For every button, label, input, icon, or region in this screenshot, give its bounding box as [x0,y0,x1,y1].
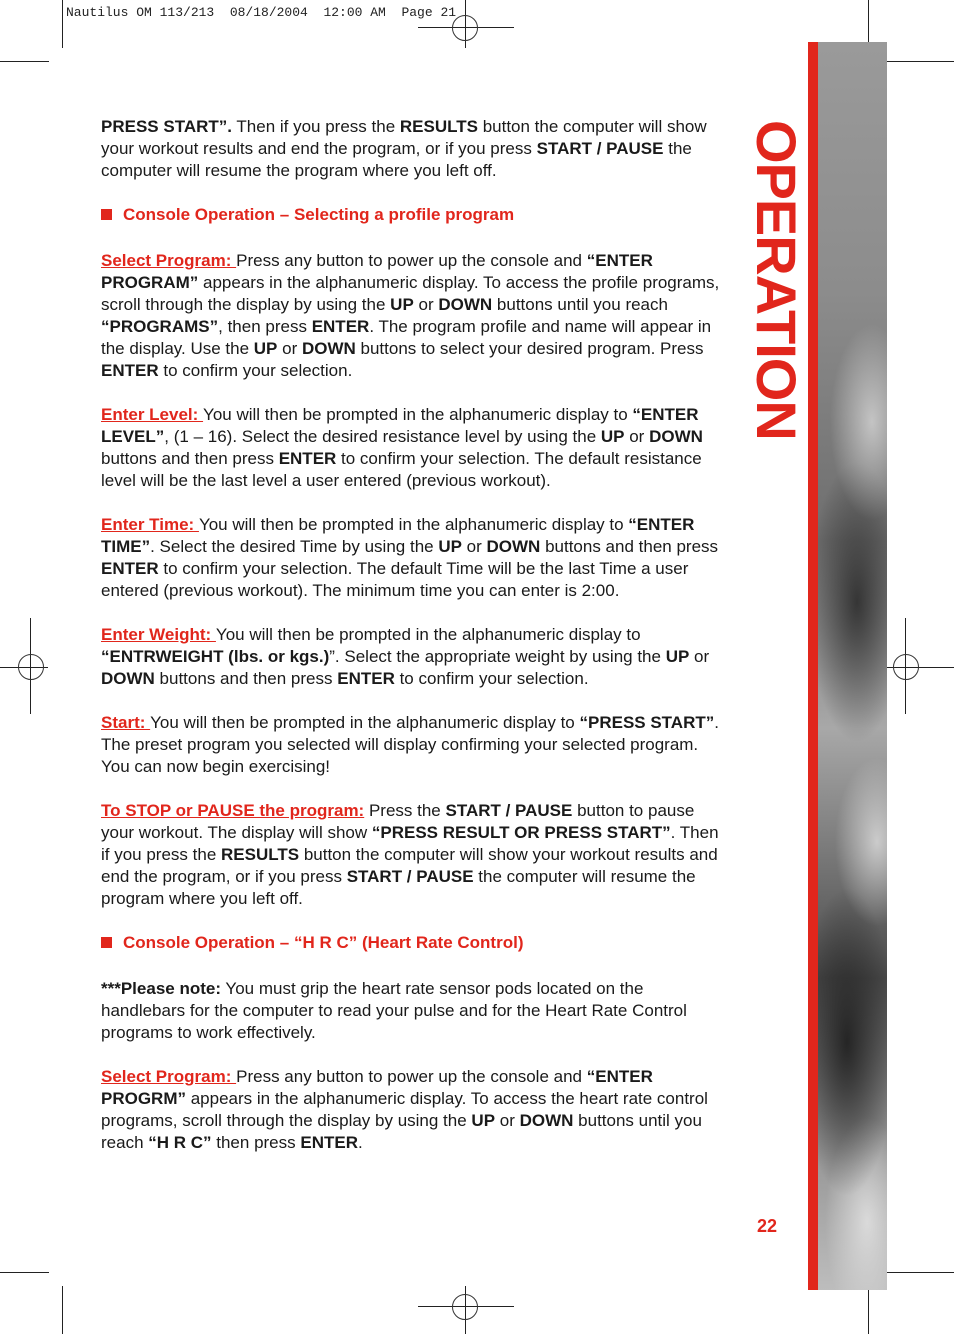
text: button to pause your workout. The display will show [101,801,695,842]
step-label: Enter Weight: [101,625,216,644]
text: , then press [218,317,312,336]
step-label: Enter Time: [101,515,199,534]
text: or [495,1111,520,1130]
bold-text: UP [390,295,414,314]
bold-text: “ENTER PROGRM” [101,1067,653,1108]
paragraph-stop-pause [101,800,726,910]
text: . Select the desired Time by using the [150,537,439,556]
text: You must grip the heart rate sensor pods located on the handlebars for the computer to read your pulse and for the Heart Rate Control programs to work effectively. [101,979,687,1042]
section-heading-hrc [101,932,726,954]
text: or [461,537,487,556]
text: You will then be prompted in the alphanumeric display to [150,713,580,732]
bold-text: ENTER [101,361,159,380]
text: or [413,295,439,314]
text: You will then be prompted in the alphanumeric display to [215,625,641,644]
paragraph-continuation [101,116,726,182]
text: . [357,1133,363,1152]
step-label: Enter Level: [101,405,204,424]
text: buttons and then press [101,449,279,468]
bold-text: DOWN [486,537,541,556]
text: buttons and then press [540,537,719,556]
text: ”. Select the appropriate weight by using the [329,647,666,666]
bold-text: “PRESS START” [579,713,715,732]
bold-text: DOWN [101,669,155,688]
heading-text: Console Operation – Selecting a profile program [123,205,515,224]
text: buttons to select your desired program. Press [355,339,704,358]
text: You will then be prompted in the alphanumeric display to [203,405,633,424]
text: to confirm your selection. [394,669,589,688]
text: Press the [364,801,446,820]
bold-text: RESULTS [221,845,300,864]
bold-text: DOWN [649,427,703,446]
bold-text: “ENTRWEIGHT (lbs. or kgs.) [101,647,330,666]
text: to confirm your selection. The default resistance level will be the last level a user entered (previous workout). [101,449,702,490]
bold-text: ENTER [337,669,395,688]
crop-mark [62,1286,63,1334]
section-title-vertical [745,120,808,440]
text: , (1 – 16). Select the desired resistance level by using the [164,427,601,446]
bullet-square-icon [101,937,112,948]
step-label: To STOP or PAUSE the program: [101,801,365,820]
text: button the computer will show your workout results and end the program, or if you press [101,117,707,158]
crop-mark [882,1272,954,1273]
bold-text: DOWN [438,295,493,314]
crop-mark [0,61,49,62]
paragraph-enter-time [101,514,726,602]
text: Press any button to power up the console and [236,251,587,270]
text: appears in the alphanumeric display. To access the heart rate control programs, scroll through the display by using the [101,1089,708,1130]
bold-text: ***Please note: [101,979,221,998]
bold-text: UP [665,647,690,666]
crop-mark [62,0,63,48]
text: to confirm your selection. The default Time will be the last Time a user entered (previous workout). The minimum time you can enter is 2:00. [101,559,689,600]
text: appears in the alphanumeric display. To access the profile programs, scroll through the display by using the [101,273,720,314]
bold-text: START / PAUSE [445,801,573,820]
text: the computer will resume the program where you left off. [101,867,696,908]
section-heading-profile [101,204,726,226]
bold-text: DOWN [301,339,356,358]
heading-text: Console Operation – “H R C” (Heart Rate Control) [123,933,524,952]
paragraph-please-note [101,978,726,1044]
bold-text: UP [600,427,625,446]
text: . The preset program you selected will display confirming your selected program. You can now begin exercising! [101,713,719,776]
step-label: Select Program: [101,251,237,270]
paragraph-enter-level [101,404,726,492]
bold-text: “H R C” [148,1133,212,1152]
bold-text: UP [438,537,462,556]
bold-text: “ENTER TIME” [101,515,695,556]
text: or [277,339,302,358]
bullet-square-icon [101,209,112,220]
text: to confirm your selection. [158,361,353,380]
bold-text: UP [471,1111,496,1130]
bold-text: PRESS START”. [101,117,232,136]
step-label: Start: [101,713,151,732]
bold-text: ENTER [300,1133,358,1152]
bold-text: ENTER [101,559,159,578]
text: buttons until you reach [101,1111,702,1152]
step-label: Select Program: [101,1067,237,1086]
paragraph-start [101,712,726,778]
bold-text: “ENTER LEVEL” [101,405,699,446]
text: buttons until you reach [492,295,668,314]
bold-text: START / PAUSE [346,867,474,886]
text: . Then if you press the [101,823,719,864]
page-content [101,116,726,1176]
bold-text: “PROGRAMS” [101,317,219,336]
paragraph-select-program-hrc [101,1066,726,1154]
text: . The program profile and name will appear in the display. Use the [101,317,712,358]
bold-text: DOWN [519,1111,574,1130]
crop-mark [868,1286,869,1334]
bold-text: “ENTER PROGRAM” [101,251,653,292]
text: or [689,647,710,666]
section-title-text: OPERATION [745,120,808,440]
text: or [624,427,650,446]
bold-text: “PRESS RESULT OR PRESS START” [371,823,671,842]
side-red-bar [808,42,818,1290]
text: then press [211,1133,301,1152]
text: the computer will resume the program where you left off. [101,139,692,180]
text: button the computer will show your workout results and end the program, or if you press [101,845,718,886]
paragraph-select-program [101,250,726,382]
crop-mark [868,0,869,48]
crop-mark [882,61,954,62]
bold-text: ENTER [278,449,337,468]
text: You will then be prompted in the alphanumeric display to [198,515,629,534]
paragraph-enter-weight [101,624,726,690]
bold-text: ENTER [311,317,370,336]
side-photo-strip [817,42,887,1290]
text: Press any button to power up the console and [236,1067,587,1086]
text: Then if you press the [231,117,400,136]
print-slug: Nautilus OM 113/213 08/18/2004 12:00 AM Page 21 [66,5,457,20]
page-number: 22 [757,1216,778,1236]
bold-text: RESULTS [399,117,478,136]
bold-text: UP [253,339,278,358]
crop-mark [0,1272,49,1273]
text: buttons and then press [154,669,338,688]
bold-text: START / PAUSE [536,139,664,158]
